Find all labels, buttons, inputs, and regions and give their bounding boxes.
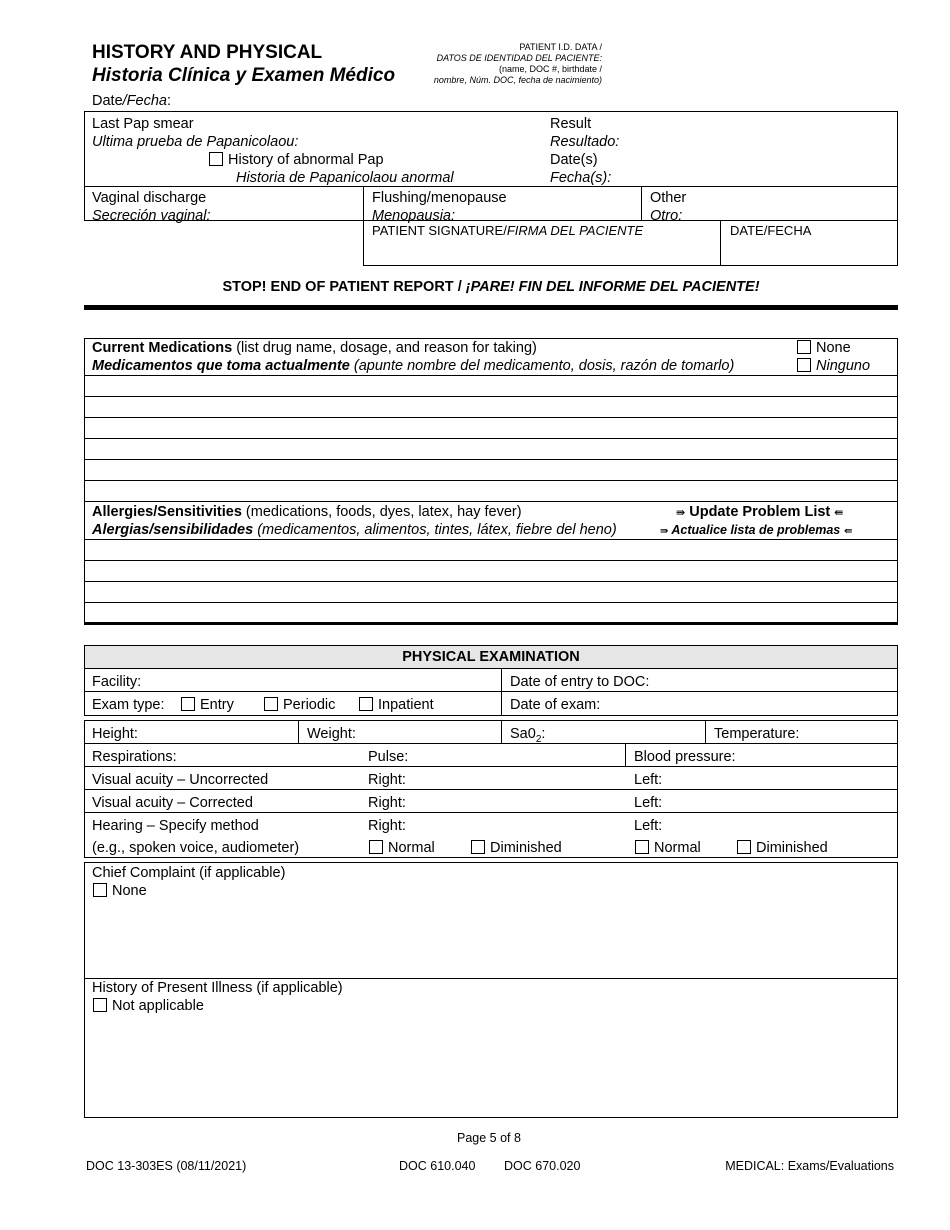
stop-text: STOP! END OF PATIENT REPORT / bbox=[222, 279, 466, 295]
vaginal-discharge-label: Vaginal discharge bbox=[92, 190, 207, 206]
chief-complaint-none-checkbox[interactable] bbox=[93, 883, 107, 897]
respirations-field[interactable]: Respirations: bbox=[92, 749, 177, 765]
chief-complaint-none-label: None bbox=[112, 883, 147, 899]
divider bbox=[705, 720, 706, 743]
va-corrected-right-field[interactable]: Right: bbox=[368, 795, 406, 811]
blood-pressure-field[interactable]: Blood pressure: bbox=[634, 749, 736, 765]
hearing-left-normal-label: Normal bbox=[654, 840, 701, 856]
stop-banner bbox=[0, 278, 950, 296]
allergies-title-bold: Allergies/Sensitivities bbox=[92, 504, 242, 520]
exam-type-periodic-option[interactable] bbox=[264, 696, 335, 714]
divider bbox=[501, 720, 502, 743]
signature-label-es: FIRMA DEL PACIENTE bbox=[506, 223, 644, 238]
exam-type-inpatient-option[interactable] bbox=[359, 696, 434, 714]
hearing-right-label: Right: bbox=[368, 818, 406, 834]
patient-id-line3: (name, DOC #, birthdate / bbox=[498, 64, 602, 74]
sao2-label: Sa0 bbox=[510, 726, 536, 742]
medication-line[interactable] bbox=[84, 501, 898, 502]
exam-type-entry-label: Entry bbox=[200, 697, 234, 713]
chief-complaint-label: Chief Complaint (if applicable) bbox=[92, 865, 286, 881]
medications-none-label-es: Ninguno bbox=[816, 358, 871, 374]
exam-heading: PHYSICAL EXAMINATION bbox=[402, 649, 580, 665]
medication-line[interactable] bbox=[84, 459, 898, 460]
stop-text-es: ¡PARE! FIN DEL INFORME DEL PACIENTE! bbox=[465, 279, 760, 295]
medications-title-es bbox=[92, 357, 734, 375]
vaginal-discharge-label-es: Secreción vaginal: bbox=[92, 208, 211, 224]
divider bbox=[84, 812, 898, 813]
medications-none-checkbox-es[interactable] bbox=[797, 358, 811, 372]
update-problem-list-label: Update Problem List bbox=[689, 504, 831, 520]
divider bbox=[720, 220, 721, 266]
other-label-es: Otro: bbox=[650, 208, 683, 224]
va-uncorrected-label: Visual acuity – Uncorrected bbox=[92, 772, 269, 788]
allergy-line[interactable] bbox=[84, 581, 898, 582]
update-problem-list-es bbox=[660, 522, 852, 540]
signature-date-label: DATE/FECHA bbox=[730, 223, 812, 238]
result-label-es: Resultado: bbox=[550, 134, 620, 150]
page-number: Page 5 of 8 bbox=[457, 1131, 521, 1145]
date-entry-field[interactable]: Date of entry to DOC: bbox=[510, 674, 650, 690]
form-title: HISTORY AND PHYSICAL bbox=[92, 42, 323, 63]
date-colon: : bbox=[166, 93, 172, 109]
hearing-right-diminished-checkbox[interactable] bbox=[471, 840, 485, 854]
arrow-right-icon: ⇛ bbox=[676, 507, 686, 519]
exam-type-periodic-checkbox[interactable] bbox=[264, 697, 278, 711]
temperature-field[interactable]: Temperature: bbox=[714, 726, 800, 742]
allergies-title bbox=[92, 503, 522, 521]
history-abnormal-option[interactable] bbox=[209, 151, 384, 169]
medications-title-es-rest: (apunte nombre del medicamento, dosis, razón de tomarlo) bbox=[349, 358, 735, 374]
other-label: Other bbox=[650, 190, 687, 206]
date-label: Date bbox=[92, 93, 123, 109]
sao2-colon: : bbox=[541, 726, 546, 742]
exam-type-inpatient-checkbox[interactable] bbox=[359, 697, 373, 711]
section-rule bbox=[84, 622, 898, 625]
signature-label-en: PATIENT SIGNATURE/ bbox=[372, 223, 507, 238]
arrow-left-icon: ⇛ bbox=[843, 526, 853, 537]
weight-field[interactable]: Weight: bbox=[307, 726, 356, 742]
medications-title-bold: Current Medications bbox=[92, 340, 233, 356]
facility-field[interactable]: Facility: bbox=[92, 674, 142, 690]
form-id: DOC 13-303ES (08/11/2021) bbox=[86, 1159, 247, 1173]
hpi-input[interactable] bbox=[85, 1016, 897, 1117]
flushing-label-es: Menopausia: bbox=[372, 208, 456, 224]
result-label: Result bbox=[550, 116, 592, 132]
medications-none-option-es[interactable] bbox=[797, 357, 870, 375]
va-uncorrected-right-field[interactable]: Right: bbox=[368, 772, 406, 788]
medication-line[interactable] bbox=[84, 438, 898, 439]
section-rule bbox=[84, 305, 898, 310]
allergy-line[interactable] bbox=[84, 602, 898, 603]
divider bbox=[641, 186, 642, 221]
patient-id-block bbox=[400, 42, 602, 86]
hearing-right-diminished-label: Diminished bbox=[490, 840, 562, 856]
hearing-left-diminished-checkbox[interactable] bbox=[737, 840, 751, 854]
hpi-not-applicable-label: Not applicable bbox=[112, 998, 204, 1014]
update-problem-list-label-es: Actualice lista de problemas bbox=[671, 523, 841, 537]
va-corrected-left-field[interactable]: Left: bbox=[634, 795, 663, 811]
medications-none-checkbox[interactable] bbox=[797, 340, 811, 354]
update-problem-list bbox=[676, 503, 844, 522]
allergy-line[interactable] bbox=[84, 560, 898, 561]
chief-complaint-input[interactable] bbox=[85, 900, 897, 977]
exam-type-label: Exam type: bbox=[92, 697, 165, 713]
allergy-line[interactable] bbox=[84, 539, 898, 540]
exam-type-inpatient-label: Inpatient bbox=[378, 697, 434, 713]
patient-id-line1: PATIENT I.D. DATA / bbox=[519, 42, 602, 52]
hearing-left-normal-checkbox[interactable] bbox=[635, 840, 649, 854]
sao2-subscript: 2 bbox=[535, 733, 542, 745]
hpi-not-applicable-option[interactable] bbox=[93, 997, 204, 1015]
form-subtitle: Historia Clínica y Examen Médico bbox=[92, 65, 396, 86]
history-abnormal-checkbox[interactable] bbox=[209, 152, 223, 166]
allergies-title-es-bold: Alergias/sensibilidades bbox=[92, 522, 254, 538]
arrow-left-icon: ⇛ bbox=[834, 507, 844, 519]
divider bbox=[625, 743, 626, 766]
hearing-right-normal-option[interactable] bbox=[369, 839, 435, 857]
divider bbox=[84, 691, 898, 692]
height-field[interactable]: Height: bbox=[92, 726, 138, 742]
divider bbox=[298, 720, 299, 743]
hearing-left-label: Left: bbox=[634, 818, 663, 834]
patient-id-line4: nombre, Núm. DOC, fecha de nacimiento) bbox=[433, 75, 602, 85]
va-corrected-label: Visual acuity – Corrected bbox=[92, 795, 253, 811]
allergies-title-rest: (medications, foods, dyes, latex, hay fever) bbox=[241, 504, 522, 520]
signature-label bbox=[372, 223, 643, 238]
allergies-title-es bbox=[92, 521, 617, 539]
divider bbox=[84, 789, 898, 790]
divider bbox=[501, 668, 502, 716]
medications-title-es-bold: Medicamentos que toma actualmente bbox=[92, 358, 350, 374]
policy-ref-1: DOC 610.040 bbox=[399, 1159, 476, 1173]
date-label-es: /Fecha bbox=[122, 93, 167, 109]
date-field[interactable] bbox=[92, 92, 171, 110]
medications-none-option[interactable] bbox=[797, 339, 851, 357]
medication-line[interactable] bbox=[84, 375, 898, 376]
hearing-left-normal-option[interactable] bbox=[635, 839, 701, 857]
arrow-right-icon: ⇛ bbox=[660, 526, 669, 537]
medication-line[interactable] bbox=[84, 480, 898, 481]
hearing-label: Hearing – Specify method bbox=[92, 818, 259, 834]
hpi-not-applicable-checkbox[interactable] bbox=[93, 998, 107, 1012]
chief-complaint-none-option[interactable] bbox=[93, 882, 147, 900]
dates-label-es: Fecha(s): bbox=[550, 170, 612, 186]
policy-ref-2: DOC 670.020 bbox=[504, 1159, 581, 1173]
hearing-right-diminished-option[interactable] bbox=[471, 839, 562, 857]
date-exam-field[interactable]: Date of exam: bbox=[510, 697, 601, 713]
form-category: MEDICAL: Exams/Evaluations bbox=[725, 1159, 894, 1173]
sao2-field[interactable] bbox=[510, 725, 545, 749]
flushing-label: Flushing/menopause bbox=[372, 190, 507, 206]
medications-none-label: None bbox=[816, 340, 851, 356]
medication-line[interactable] bbox=[84, 417, 898, 418]
exam-type-periodic-label: Periodic bbox=[283, 697, 336, 713]
dates-label: Date(s) bbox=[550, 152, 598, 168]
va-uncorrected-left-field[interactable]: Left: bbox=[634, 772, 663, 788]
hearing-right-normal-label: Normal bbox=[388, 840, 435, 856]
medications-title-rest: (list drug name, dosage, and reason for taking) bbox=[232, 340, 537, 356]
pulse-field[interactable]: Pulse: bbox=[368, 749, 409, 765]
exam-type-entry-option[interactable] bbox=[181, 696, 234, 714]
patient-id-line2: DATOS DE IDENTIDAD DEL PACIENTE: bbox=[436, 53, 602, 63]
last-pap-label-es: Ultima prueba de Papanicolaou: bbox=[92, 134, 299, 150]
history-abnormal-label-es: Historia de Papanicolaou anormal bbox=[236, 170, 454, 186]
divider bbox=[84, 743, 898, 744]
hearing-left-diminished-label: Diminished bbox=[756, 840, 828, 856]
hearing-left-diminished-option[interactable] bbox=[737, 839, 828, 857]
last-pap-label: Last Pap smear bbox=[92, 116, 194, 132]
medications-title bbox=[92, 339, 537, 357]
history-abnormal-label: History of abnormal Pap bbox=[228, 152, 384, 168]
hpi-label: History of Present Illness (if applicable) bbox=[92, 980, 343, 996]
divider bbox=[84, 766, 898, 767]
hearing-right-normal-checkbox[interactable] bbox=[369, 840, 383, 854]
hearing-eg-label: (e.g., spoken voice, audiometer) bbox=[92, 840, 300, 856]
medication-line[interactable] bbox=[84, 396, 898, 397]
exam-type-entry-checkbox[interactable] bbox=[181, 697, 195, 711]
allergies-title-es-rest: (medicamentos, alimentos, tintes, látex, fiebre del heno) bbox=[253, 522, 617, 538]
